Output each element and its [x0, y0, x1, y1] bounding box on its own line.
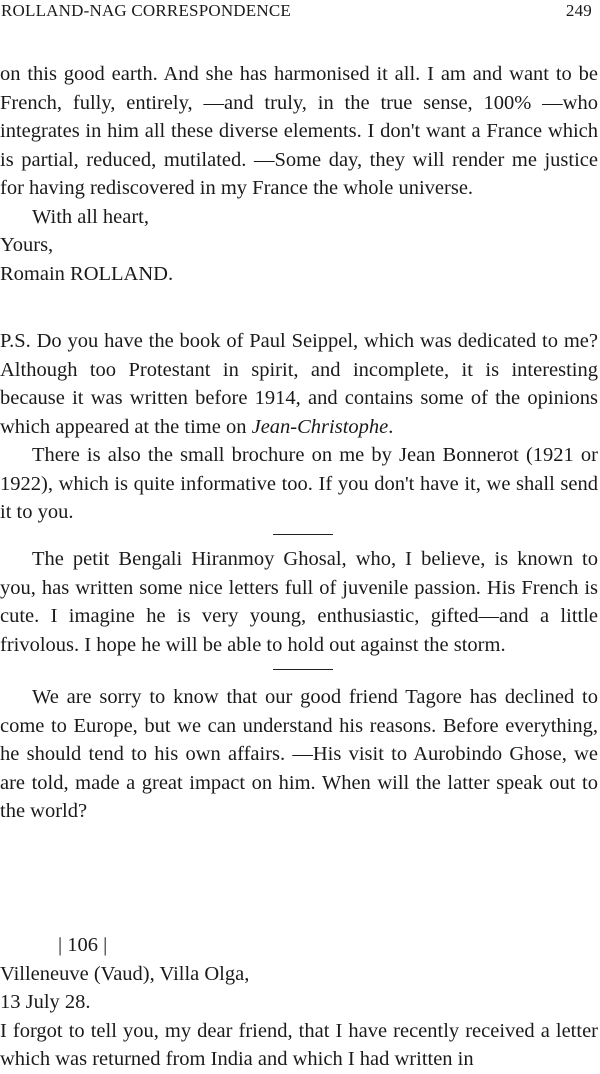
postscript-text: P.S. Do you have the book of Paul Seippel, which was dedicated to me? Although too Protestant in spirit, and incomplete, it is interesting because it was written before 1914, and contains some of the opinions which appeared at the time on: [0, 330, 598, 438]
book-title: Jean-Christophe: [251, 415, 389, 438]
paragraph-ghosal: The petit Bengali Hiranmoy Ghosal, who, I believe, is known to you, has written some nice letters full of juvenile passion. His French is cute. I imagine he is very young, enthusiastic, gifted—and a little frivolous. I hope he will be able to hold out against the storm.: [0, 548, 598, 656]
paragraph-bonnerot: There is also the small brochure on me by Jean Bonnerot (1921 or 1922), which is quite informative too. If you don't have it, we shall send it to you.: [0, 444, 598, 523]
postscript-end: .: [388, 415, 394, 438]
section-divider: [273, 534, 333, 535]
paragraph-tagore: We are sorry to know that our good friend Tagore has declined to come to Europe, but we can understand his reasons. Before everything, he should tend to his own affairs. —His visit to Aurobindo Ghose, we are told, made a great impact on him. When will the latter speak out to the world?: [0, 686, 598, 822]
section-divider: [273, 669, 333, 670]
signature: Romain ROLLAND.: [0, 262, 174, 285]
letter-105-closing-block: [0, 60, 598, 288]
postscript-paragraph: [0, 327, 598, 441]
postscript-tagore-block: [0, 683, 598, 826]
page-number: 249: [565, 1, 592, 20]
letter-place: Villeneuve (Vaud), Villa Olga,: [0, 962, 250, 985]
letter-106-heading: [0, 931, 598, 1074]
letter-106-opening: I forgot to tell you, my dear friend, that I have recently received a letter which was returned from India and which I had written in: [0, 1019, 598, 1070]
paragraph-harmonised: on this good earth. And she has harmonised it all. I am and want to be French, fully, entirely, —and truly, in the true sense, 100% —who integrates in him all these diverse elements. I don't want a France which is partial, reduced, mutilated. —Some day, they will render me justice for having rediscovered in my France the whole universe.: [0, 63, 598, 199]
running-title: ROLLAND-NAG CORRESPONDENCE: [1, 1, 291, 20]
letter-date: 13 July 28.: [0, 991, 91, 1013]
postscript-ghosal-block: [0, 545, 598, 659]
letter-number: | 106 |: [58, 934, 108, 956]
postscript-block: [0, 327, 598, 527]
valediction: Yours,: [0, 234, 54, 256]
running-header: [0, 0, 600, 22]
closing-line: With all heart,: [32, 205, 150, 228]
